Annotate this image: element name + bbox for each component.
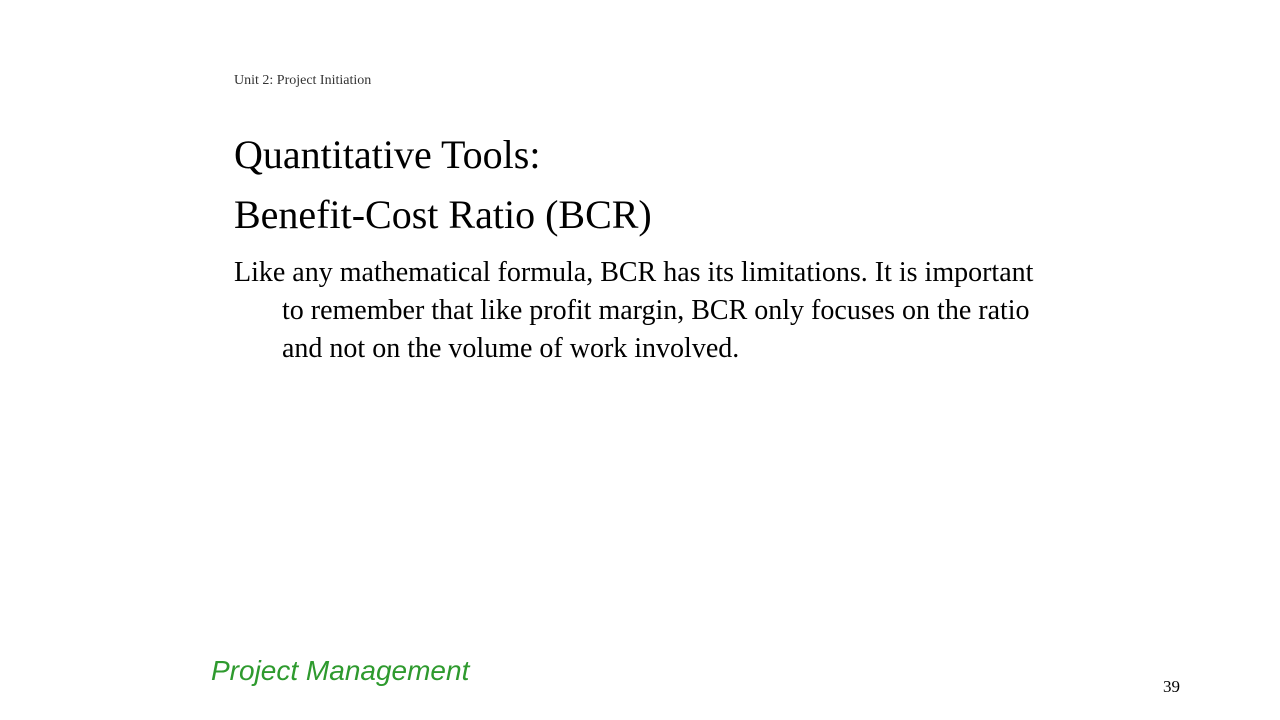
slide-subtitle: Benefit-Cost Ratio (BCR) (234, 192, 652, 237)
footer-brand: Project Management (211, 655, 470, 686)
slide-title: Quantitative Tools: (234, 132, 541, 177)
page-number: 39 (1163, 677, 1180, 696)
body-paragraph: Like any mathematical formula, BCR has its limitations. It is important to remember that like profit margin, BCR only focuses on the ratio and not on the volume of work involved. (234, 257, 1034, 364)
unit-header: Unit 2: Project Initiation (234, 73, 372, 88)
